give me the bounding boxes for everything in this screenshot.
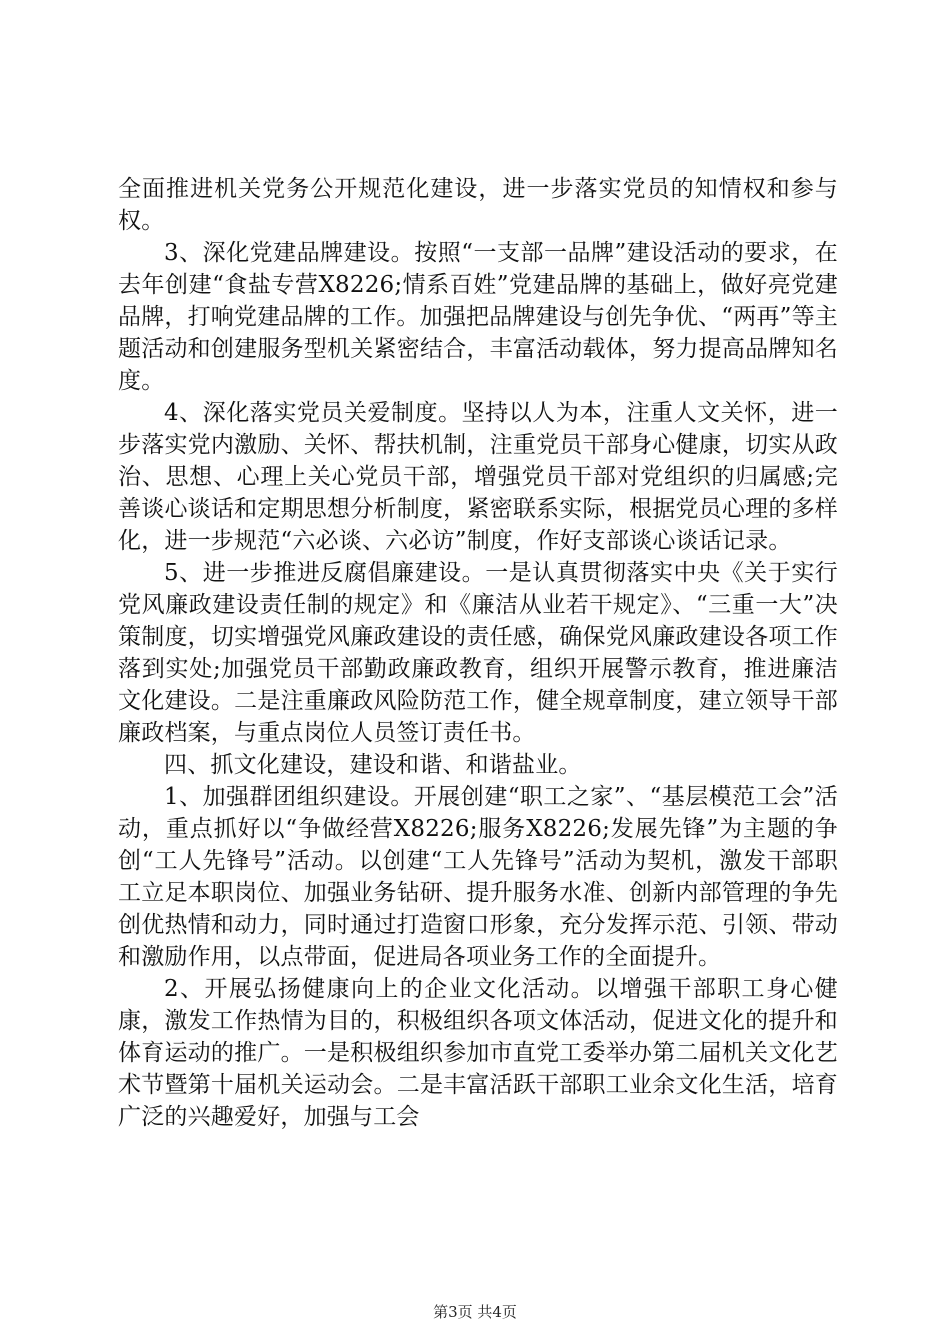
paragraph-mass-organizations: 1、加强群团组织建设。开展创建“职工之家”、“基层模范工会”活动，重点抓好以“争做经营X8226;服务X8226;发展先锋”为主题的争创“工人先锋号”活动。以创建“工人先锋号”活动为契机，激发干部职工立足本职岗位、加强业务钻研、提升服务水准、创新内部管理的争先创优热情和动力，同时通过打造窗口形象，充分发挥示范、引领、带动和激励作用，以点带面，促进局各项业务工作的全面提升。 [118, 784, 838, 970]
paragraph-member-care: 4、深化落实党员关爱制度。坚持以人为本，注重人文关怀，进一步落实党内激励、关怀、帮扶机制，注重党员干部身心健康，切实从政治、思想、心理上关心党员干部，增强党员干部对党组织的归属感;完善谈心谈话和定期思想分析制度，紧密联系实际，根据党员心理的多样化，进一步规范“六必谈、六必访”制度，作好支部谈心谈话记录。 [118, 400, 838, 554]
paragraph-anti-corruption: 5、进一步推进反腐倡廉建设。一是认真贯彻落实中央《关于实行党风廉政建设责任制的规定》和《廉洁从业若干规定》、“三重一大”决策制度，切实增强党风廉政建设的责任感，确保党风廉政建设各项工作落到实处;加强党员干部勤政廉政教育，组织开展警示教育，推进廉洁文化建设。二是注重廉政风险防范工作，健全规章制度，建立领导干部廉政档案，与重点岗位人员签订责任书。 [118, 560, 838, 746]
paragraph-corporate-culture: 2、开展弘扬健康向上的企业文化活动。以增强干部职工身心健康，激发工作热情为目的，积极组织各项文体活动，促进文化的提升和体育运动的推广。一是积极组织参加市直党工委举办第二届机关文化艺术节暨第十届机关运动会。二是丰富活跃干部职工业余文化生活，培育广泛的兴趣爱好，加强与工会 [118, 976, 838, 1130]
paragraph-party-brand: 3、深化党建品牌建设。按照“一支部一品牌”建设活动的要求，在去年创建“食盐专营X8226;情系百姓”党建品牌的基础上，做好亮党建品牌，打响党建品牌的工作。加强把品牌建设与创先争优、“两再”等主题活动和创建服务型机关紧密结合，丰富活动载体，努力提高品牌知名度。 [118, 240, 838, 394]
paragraph-continuation: 全面推进机关党务公开规范化建设，进一步落实党员的知情权和参与权。 [118, 176, 838, 234]
section-heading-culture: 四、抓文化建设，建设和谐、和谐盐业。 [164, 752, 582, 778]
document-body [118, 173, 838, 1133]
page-number-footer: 第3页 共4页 [433, 1303, 517, 1321]
